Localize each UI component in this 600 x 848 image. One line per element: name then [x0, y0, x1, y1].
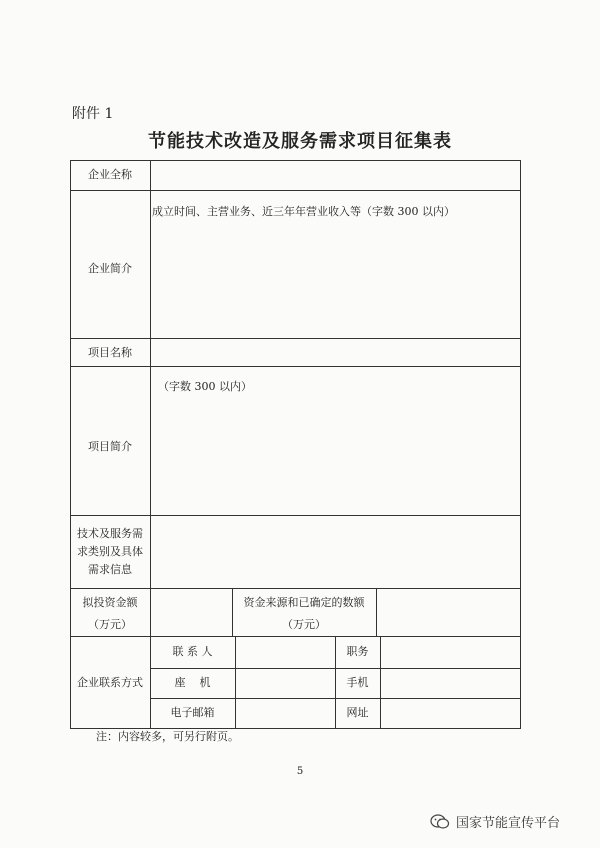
attachment-label: 附件 1 [72, 106, 114, 122]
landline-label: 座 机 [174, 676, 211, 689]
investment-field[interactable] [151, 589, 232, 636]
position-label: 职务 [346, 645, 369, 658]
company-intro-field[interactable] [151, 222, 520, 338]
company-intro-label: 企业简介 [88, 262, 132, 275]
wechat-icon [430, 814, 450, 830]
page-number: 5 [296, 766, 304, 777]
email-field[interactable] [236, 699, 335, 728]
funding-source-unit: （万元） [282, 618, 326, 631]
needs-field[interactable] [151, 516, 520, 588]
mobile-label: 手机 [346, 676, 369, 689]
contact-person-label: 联 系 人 [172, 645, 213, 658]
company-intro-hint: 成立时间、主营业务、近三年年营业收入等（字数 300 以内） [152, 205, 455, 218]
email-label: 电子邮箱 [170, 706, 215, 719]
watermark [430, 812, 560, 831]
project-name-label: 项目名称 [88, 346, 132, 359]
funding-source-label [232, 594, 376, 634]
project-name-field[interactable] [151, 339, 520, 366]
funding-source-field[interactable] [377, 589, 520, 636]
funding-source-label-text: 资金来源和已确定的数额 [243, 596, 365, 609]
contact-label: 企业联系方式 [77, 676, 143, 689]
mobile-field[interactable] [381, 669, 520, 698]
watermark-text: 国家节能宣传平台 [456, 816, 561, 831]
needs-label-line-1: 技术及服务需 [77, 527, 143, 540]
project-intro-hint: （字数 300 以内） [158, 380, 252, 393]
investment-label [70, 594, 150, 634]
needs-label-line-2: 求类别及具体 [77, 545, 143, 558]
website-label: 网址 [346, 706, 369, 719]
project-intro-label: 项目简介 [88, 440, 132, 453]
investment-label-text: 拟投资金额 [82, 596, 138, 609]
needs-label [70, 525, 150, 579]
form-title: 节能技术改造及服务需求项目征集表 [148, 131, 452, 152]
company-name-label: 企业全称 [88, 168, 132, 181]
company-name-field[interactable] [151, 161, 520, 190]
contact-person-field[interactable] [236, 637, 335, 668]
investment-unit: （万元） [88, 618, 132, 631]
landline-field[interactable] [236, 669, 335, 698]
position-field[interactable] [381, 637, 520, 668]
project-intro-field[interactable] [151, 398, 520, 515]
footnote: 注：内容较多，可另行附页。 [96, 730, 239, 743]
needs-label-line-3: 需求信息 [88, 563, 132, 576]
website-field[interactable] [381, 699, 520, 728]
